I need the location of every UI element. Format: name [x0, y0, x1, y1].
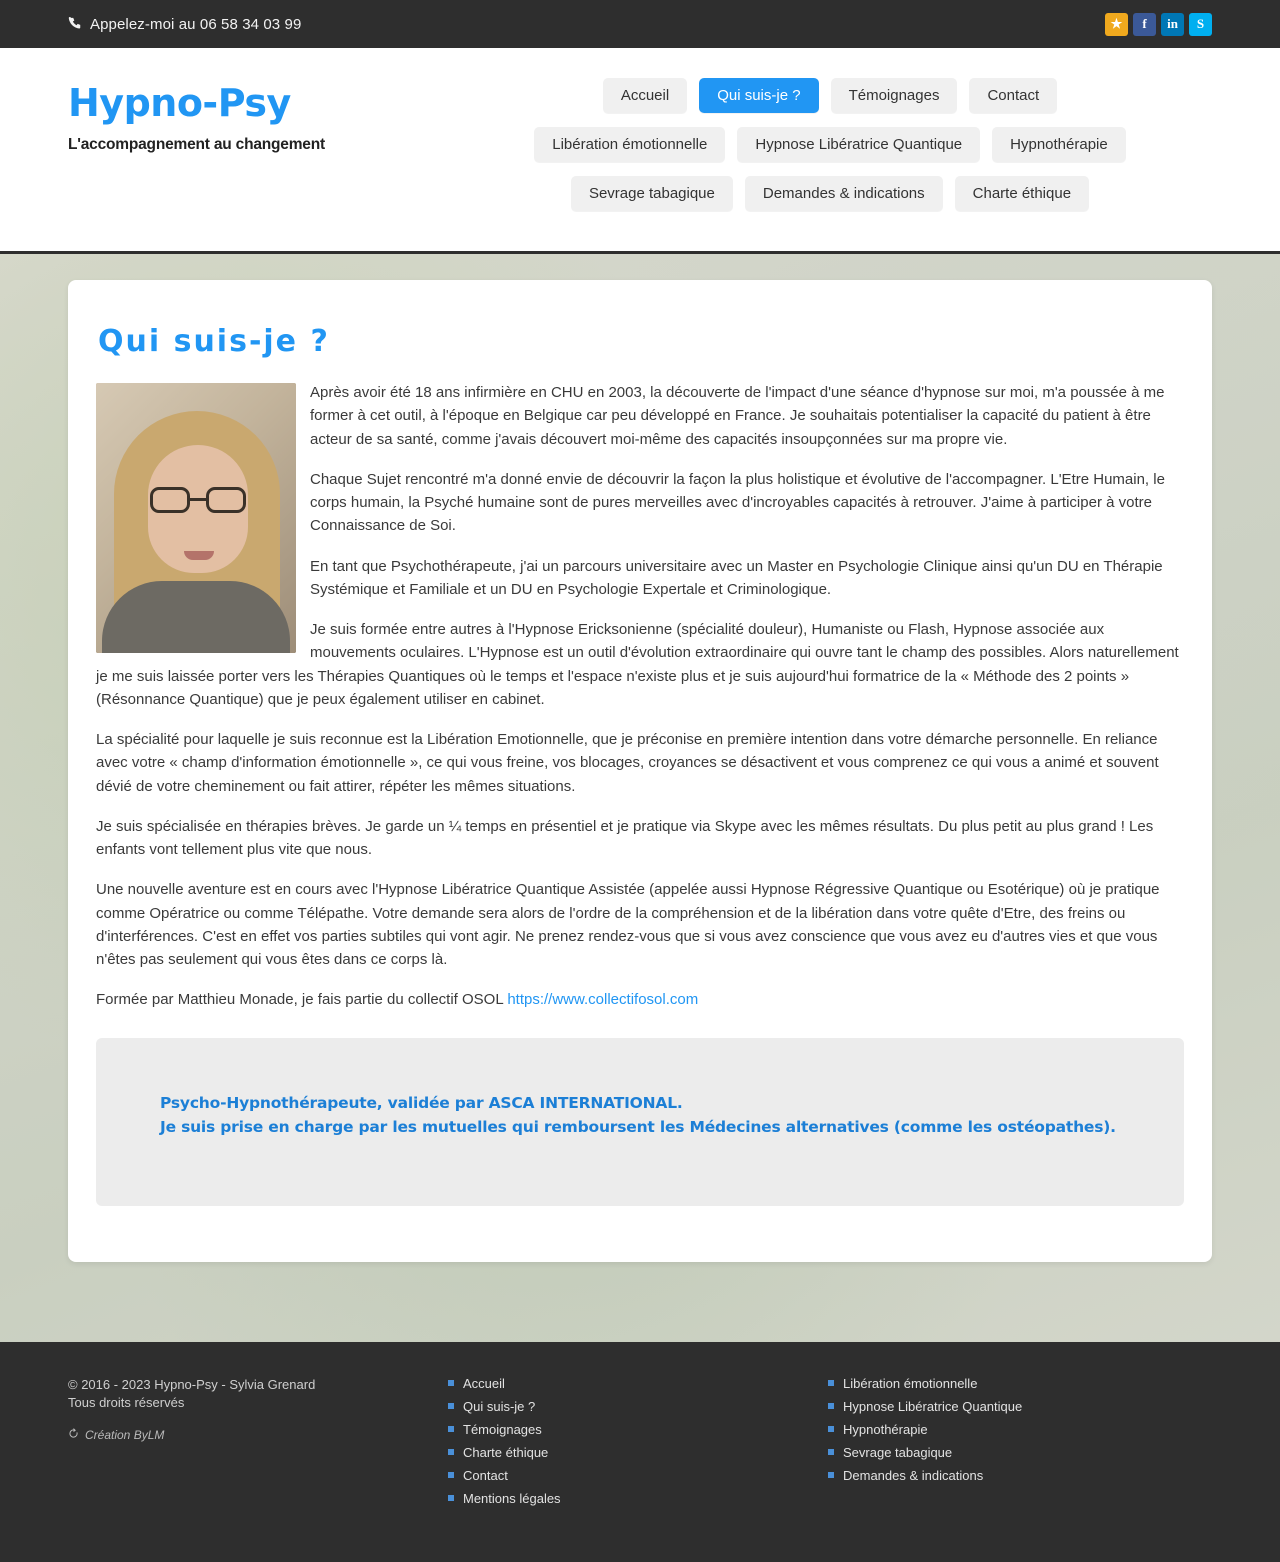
- phone-block: [68, 16, 301, 33]
- bullet-icon: [828, 1426, 834, 1432]
- bullet-icon: [448, 1426, 454, 1432]
- brand-subtitle: L'accompagnement au changement: [68, 136, 325, 153]
- osol-text: Formée par Matthieu Monade, je fais partie du collectif OSOL: [96, 991, 508, 1009]
- brand[interactable]: [68, 70, 448, 154]
- top-bar: [0, 0, 1280, 48]
- paragraph-4: Je suis formée entre autres à l'Hypnose Ericksonienne (spécialité douleur), Humaniste ou Flash, Hypnose associée aux mouvements oculaires. L'Hypnose est un outil d'évolution extraordinaire qui ouvre tant le champ des possibles. Alors naturellement je me suis laissée porter vers les Thérapies Quantiques où le temps et l'espace n'existe plus et je suis aujourd'hui formatrice de la « Méthode des 2 points » (Résonnance Quantique) que je peux également utiliser en cabinet.: [96, 621, 1179, 708]
- footer-list-item[interactable]: [828, 1468, 1208, 1483]
- paragraph-3: En tant que Psychothérapeute, j'ai un parcours universitaire avec un Master en Psychologie Clinique ainsi qu'un DU en Thérapie Systémique et Familiale et un DU en Psychologie Expertale et Criminologique.: [310, 557, 1163, 598]
- footer-copyright-block: [68, 1376, 448, 1514]
- main-navigation[interactable]: [448, 70, 1212, 225]
- article-content: [96, 381, 1184, 1012]
- facebook-icon[interactable]: f: [1133, 13, 1156, 36]
- footer-credit-label: Création ByLM: [85, 1428, 165, 1443]
- footer-link-sevrage-tabagique[interactable]: Sevrage tabagique: [843, 1444, 953, 1460]
- footer-list-item[interactable]: [448, 1445, 828, 1460]
- phone-icon: [68, 17, 82, 31]
- portrait-image: [96, 383, 296, 653]
- footer-list-item[interactable]: [448, 1468, 828, 1483]
- star-icon[interactable]: ★: [1105, 13, 1128, 36]
- footer-link-demandes-indications[interactable]: Demandes & indications: [843, 1467, 984, 1483]
- nav-row-primary[interactable]: [448, 78, 1212, 113]
- collectifosol-link[interactable]: https://www.collectifosol.com: [507, 991, 699, 1009]
- page-background: [0, 254, 1280, 1342]
- paragraph-7: Une nouvelle aventure est en cours avec l'Hypnose Libératrice Quantique Assistée (appelée aussi Hypnose Régressive Quantique ou Esotérique) où je pratique comme Opératrice ou comme Télépathe. Votre demande sera alors de l'ordre de la compréhension et de la libération dans votre quête d'Etre, des freins ou d'interférences. C'est en effet vos parties subtiles qui vont agir. Ne prenez rendez-vous que si vous avez conscience que vous avez eu d'autres vies et que vous n'êtes pas seulement qui vous êtes dans ce corps là.: [96, 881, 1160, 968]
- site-header: [0, 48, 1280, 254]
- footer-link-hypnose-lib-ratrice-quantique[interactable]: Hypnose Libératrice Quantique: [843, 1398, 1023, 1414]
- footer-link-lib-ration-motionnelle[interactable]: Libération émotionnelle: [843, 1375, 978, 1391]
- highlight-line-2: Je suis prise en charge par les mutuelles qui remboursent les Médecines alternatives (comme les ostéopathes).: [160, 1117, 1116, 1136]
- footer-list-item[interactable]: [448, 1491, 828, 1506]
- footer-credit[interactable]: [68, 1427, 448, 1444]
- nav-item-hypnoth-rapie[interactable]: Hypnothérapie: [992, 127, 1126, 162]
- bullet-icon: [448, 1472, 454, 1478]
- nav-item-charte-thique[interactable]: Charte éthique: [955, 176, 1089, 211]
- nav-item-demandes-indications[interactable]: Demandes & indications: [745, 176, 943, 211]
- footer-links-column-1[interactable]: [448, 1376, 828, 1514]
- footer-link-accueil[interactable]: Accueil: [463, 1375, 505, 1391]
- footer-link-mentions-l-gales[interactable]: Mentions légales: [463, 1490, 561, 1506]
- footer-list-item[interactable]: [448, 1399, 828, 1414]
- page-title: Qui suis-je ?: [98, 324, 330, 359]
- footer-link-hypnoth-rapie[interactable]: Hypnothérapie: [843, 1421, 928, 1437]
- site-footer: [0, 1342, 1280, 1562]
- nav-item-contact[interactable]: Contact: [969, 78, 1057, 113]
- footer-list-item[interactable]: [828, 1376, 1208, 1391]
- highlight-line-1: Psycho-Hypnothérapeute, validée par ASCA INTERNATIONAL.: [160, 1093, 683, 1112]
- footer-links-column-2[interactable]: [828, 1376, 1208, 1514]
- osol-paragraph: [96, 988, 1184, 1011]
- nav-item-sevrage-tabagique[interactable]: Sevrage tabagique: [571, 176, 733, 211]
- content-card: [68, 280, 1212, 1262]
- nav-item-lib-ration-motionnelle[interactable]: Libération émotionnelle: [534, 127, 725, 162]
- nav-item-t-moignages[interactable]: Témoignages: [831, 78, 958, 113]
- linkedin-icon[interactable]: in: [1161, 13, 1184, 36]
- footer-list-item[interactable]: [448, 1422, 828, 1437]
- footer-list-item[interactable]: [828, 1422, 1208, 1437]
- skype-icon[interactable]: S: [1189, 13, 1212, 36]
- refresh-icon: [68, 1427, 79, 1444]
- paragraph-5: La spécialité pour laquelle je suis reconnue est la Libération Emotionnelle, que je préconise en première intention dans votre démarche personnelle. En reliance avec votre « champ d'information émotionnelle », ce qui vous freine, vos blocages, croyances se désactivent et vous comprenez ce qui vous a animé et souvent dévié de votre cheminement ou fait attirer, répéter les mêmes situations.: [96, 731, 1159, 795]
- footer-link-charte-thique[interactable]: Charte éthique: [463, 1444, 549, 1460]
- nav-item-qui-suis-je[interactable]: Qui suis-je ?: [699, 78, 818, 113]
- footer-link-qui-suis-je[interactable]: Qui suis-je ?: [463, 1398, 536, 1414]
- nav-item-hypnose-lib-ratrice-quantique[interactable]: Hypnose Libératrice Quantique: [737, 127, 980, 162]
- footer-copyright: © 2016 - 2023 Hypno-Psy - Sylvia Grenard: [68, 1376, 316, 1392]
- social-links[interactable]: [1105, 13, 1212, 36]
- bullet-icon: [448, 1449, 454, 1455]
- footer-list-item[interactable]: [448, 1376, 828, 1391]
- nav-row-tertiary[interactable]: [448, 176, 1212, 211]
- nav-item-accueil[interactable]: Accueil: [603, 78, 687, 113]
- footer-link-t-moignages[interactable]: Témoignages: [463, 1421, 542, 1437]
- paragraph-6: Je suis spécialisée en thérapies brèves. Je garde un ¼ temps en présentiel et je pratique via Skype avec les mêmes résultats. Du plus petit au plus grand ! Les enfants vont tellement plus vite que nous.: [96, 817, 1154, 858]
- bullet-icon: [448, 1495, 454, 1501]
- footer-link-contact[interactable]: Contact: [463, 1467, 508, 1483]
- brand-title: Hypno-Psy: [68, 81, 291, 125]
- footer-list-item[interactable]: [828, 1445, 1208, 1460]
- highlight-box: [96, 1038, 1184, 1206]
- bullet-icon: [828, 1472, 834, 1478]
- phone-number: Appelez-moi au 06 58 34 03 99: [90, 15, 302, 33]
- paragraph-2: Chaque Sujet rencontré m'a donné envie de découvrir la façon la plus holistique et évolutive de l'accompagner. L'Etre Humain, le corps humain, la Psyché humaine sont de pures merveilles avec d'incroyables capacités à retrouver. J'aime à participer à votre Connaissance de Soi.: [310, 470, 1165, 535]
- paragraph-1: Après avoir été 18 ans infirmière en CHU en 2003, la découverte de l'impact d'une séance d'hypnose sur moi, m'a poussée à me former à cet outil, à l'époque en Belgique car peu développé en France. Je souhaitais potentialiser la capacité du patient à être acteur de sa santé, comme j'avais découvert moi-même des capacités insoupçonnées sur ma propre vie.: [310, 384, 1165, 448]
- bullet-icon: [448, 1380, 454, 1386]
- bullet-icon: [828, 1380, 834, 1386]
- footer-rights: Tous droits réservés: [68, 1395, 185, 1411]
- bullet-icon: [828, 1449, 834, 1455]
- footer-list-item[interactable]: [828, 1399, 1208, 1414]
- nav-row-secondary[interactable]: [448, 127, 1212, 162]
- bullet-icon: [448, 1403, 454, 1409]
- bullet-icon: [828, 1403, 834, 1409]
